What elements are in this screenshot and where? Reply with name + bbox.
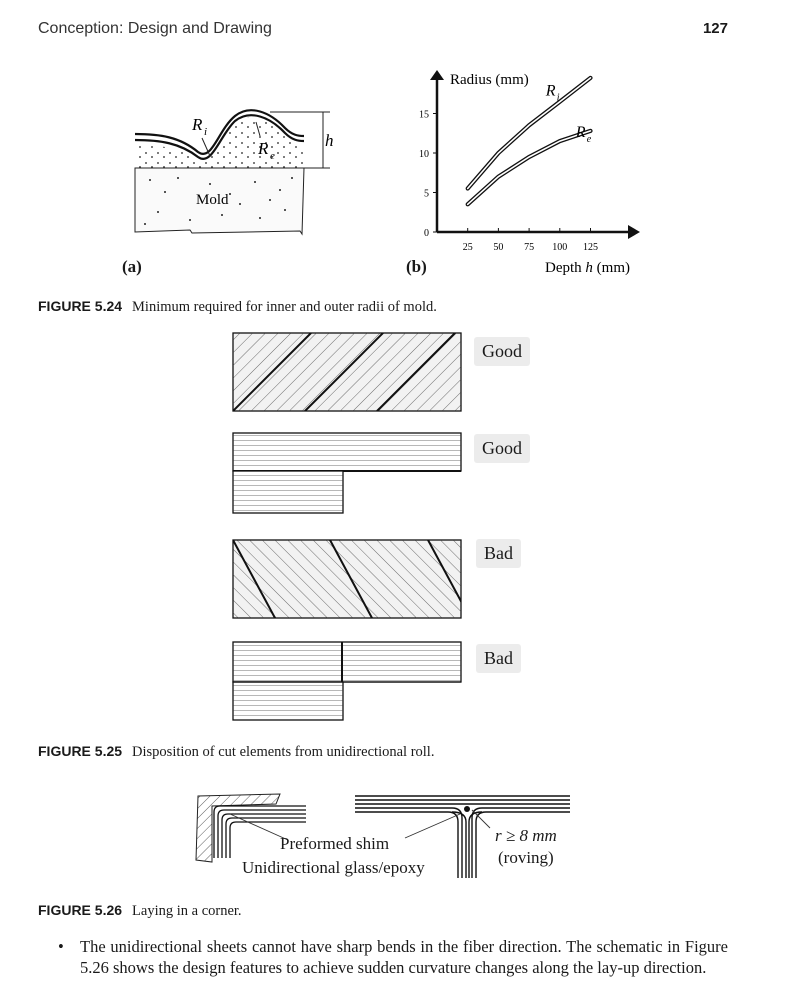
figure-5-26-caption: FIGURE 5.26 Laying in a corner.: [38, 902, 242, 919]
ri-sub: i: [204, 126, 208, 138]
series-label-1: R: [545, 82, 556, 100]
good-label-1: Good: [474, 337, 530, 366]
corner-mold: [196, 794, 280, 862]
fig25-cut-elements: [230, 330, 470, 725]
fig24-panel-a: [120, 100, 340, 280]
re-label: R: [258, 139, 269, 158]
figure-5-25-caption: FIGURE 5.25 Disposition of cut elements from unidirectional roll.: [38, 743, 435, 760]
series-label-sub-1: i: [556, 92, 560, 104]
x-tick-label: 100: [552, 242, 568, 253]
bad-label-2: Bad: [476, 644, 521, 673]
panel-a-label: (a): [122, 257, 142, 276]
x-tick-label: 50: [493, 242, 504, 253]
preformed-shim-label: Preformed shim: [280, 834, 390, 853]
x-tick-label: 125: [583, 242, 598, 253]
y-tick-label: 10: [419, 149, 429, 160]
x-tick-label: 75: [524, 242, 535, 253]
h-label: h: [325, 131, 334, 150]
running-head: Conception: Design and Drawing: [38, 20, 272, 37]
bad-label-1: Bad: [476, 539, 521, 568]
page-header: [38, 20, 728, 44]
ri-label: R: [192, 115, 203, 134]
x-axis-label: Depth h (mm): [545, 260, 630, 276]
figure-5-24-caption: FIGURE 5.24 Minimum required for inner and outer radii of mold.: [38, 298, 437, 315]
bullet-paragraph: [58, 936, 728, 978]
y-axis-label: Radius (mm): [450, 72, 529, 88]
series-label-2: R: [575, 124, 586, 142]
glass-epoxy-label: Unidirectional glass/epoxy: [242, 858, 425, 877]
y-tick-label: 15: [419, 109, 429, 121]
bullet-dot: •: [58, 937, 64, 956]
re-sub: e: [270, 150, 275, 162]
mold-label: Mold: [196, 192, 229, 208]
series-label-sub-2: e: [586, 134, 592, 146]
good-label-2: Good: [474, 434, 530, 463]
radius-chart: [400, 62, 660, 282]
panel-b-label: (b): [406, 257, 427, 276]
y-tick-label: 5: [424, 188, 429, 200]
x-tick-label: 25: [462, 242, 473, 253]
y-tick-label: 0: [424, 228, 429, 239]
bullet-text: The unidirectional sheets cannot have sharp bends in the fiber direction. The schematic in Figure 5.26 shows the design features to achieve sudden curvature changes along the lay-up direction.: [80, 937, 728, 977]
radius-label: r ≥ 8 mm: [495, 826, 557, 845]
series-line-1: [468, 78, 591, 189]
roving-label: (roving): [498, 848, 554, 867]
page-number: 127: [702, 20, 728, 37]
